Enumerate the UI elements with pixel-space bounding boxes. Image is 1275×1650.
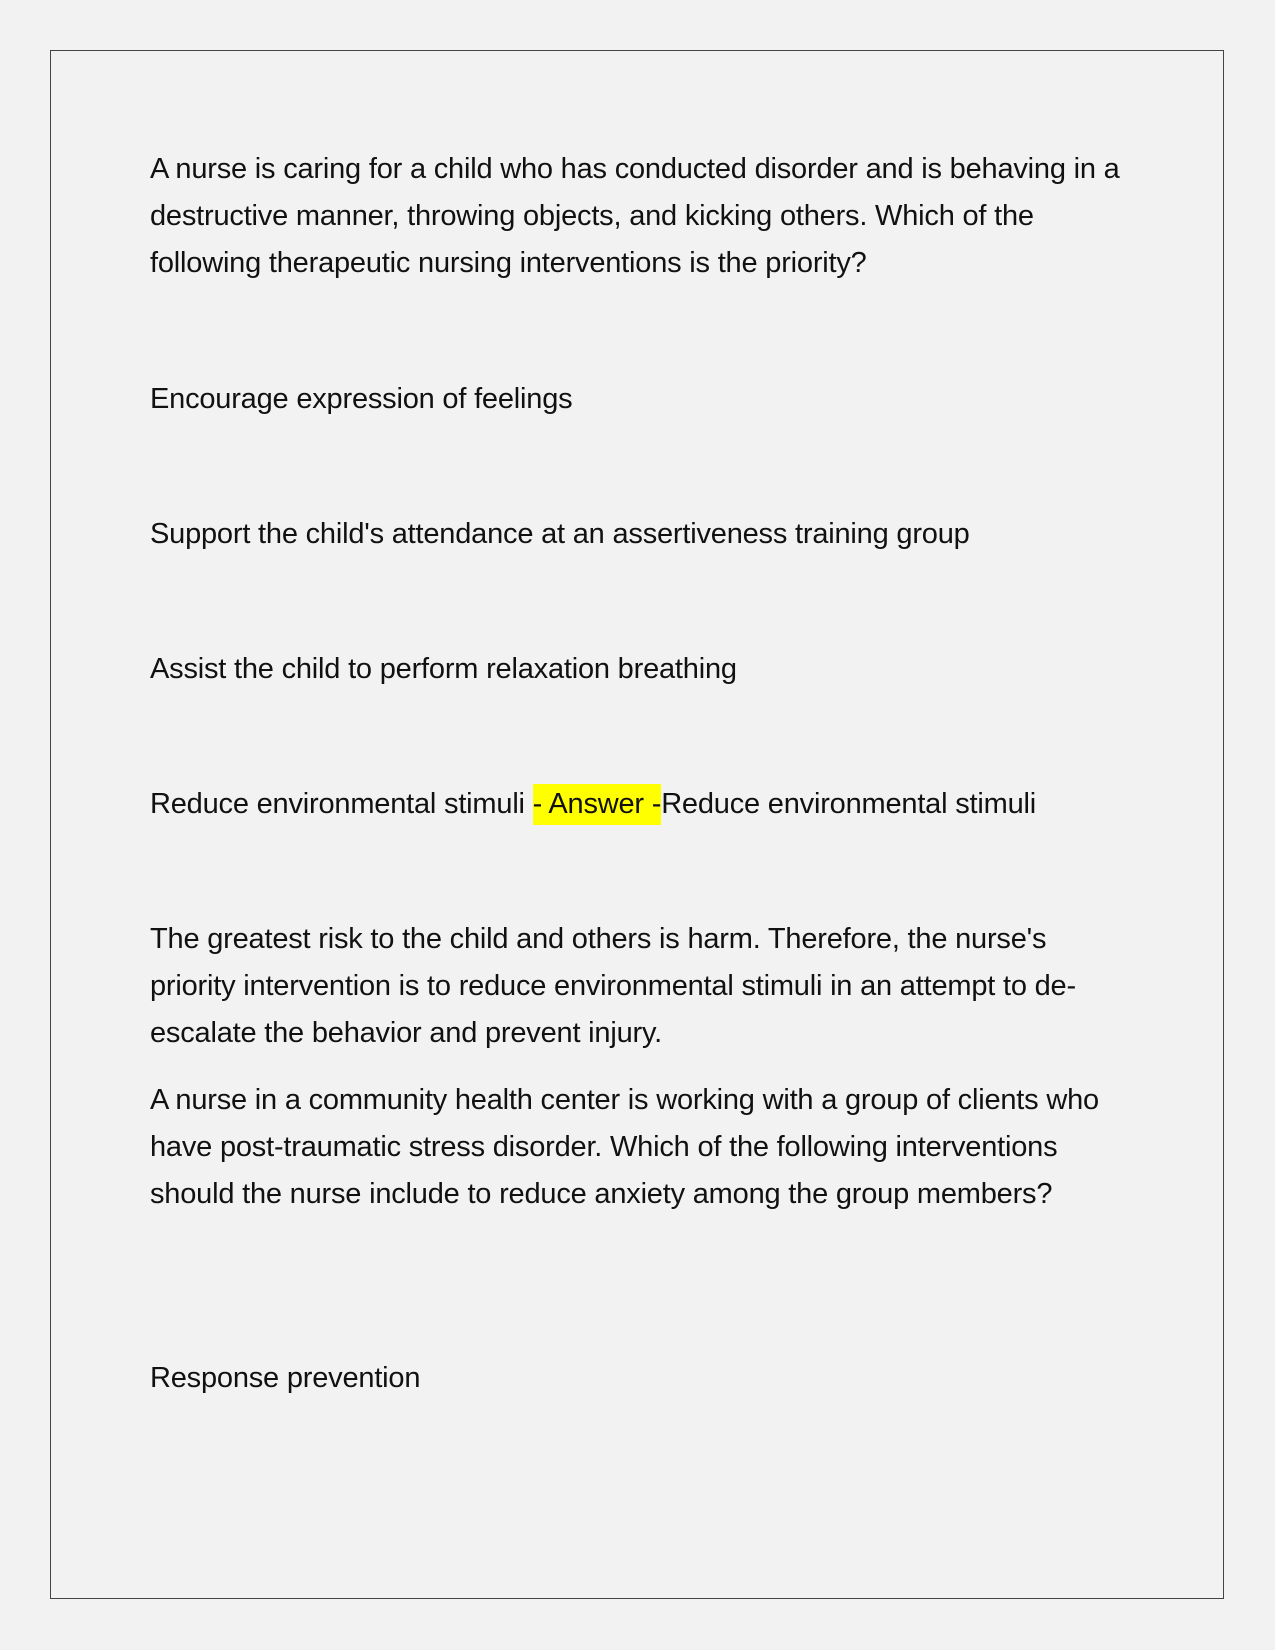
answer-option-text: Reduce environmental stimuli (150, 788, 533, 820)
question-2-option-1: Response prevention (150, 1362, 421, 1394)
question-1-answer-line (150, 781, 1036, 828)
question-1-option-3: Assist the child to perform relaxation breathing (150, 653, 737, 685)
question-2-text: A nurse in a community health center is working with a group of clients who have post-traumatic stress disorder. Which of the following interventions should the nurse include to reduce anxiety among the group members? (150, 1084, 1099, 1210)
answer-marker: - Answer - (533, 784, 662, 825)
question-1-text: A nurse is caring for a child who has conducted disorder and is behaving in a destructive manner, throwing objects, and kicking others. Which of the following therapeutic nursing interventions is the priority? (150, 153, 1120, 279)
question-1-rationale: The greatest risk to the child and others is harm. Therefore, the nurse's priority intervention is to reduce environmental stimuli in an attempt to de-escalate the behavior and prevent injury. (150, 923, 1076, 1049)
question-1-option-2: Support the child's attendance at an assertiveness training group (150, 518, 970, 550)
answer-correct-text: Reduce environmental stimuli (661, 788, 1036, 820)
question-1-option-1: Encourage expression of feelings (150, 383, 573, 415)
